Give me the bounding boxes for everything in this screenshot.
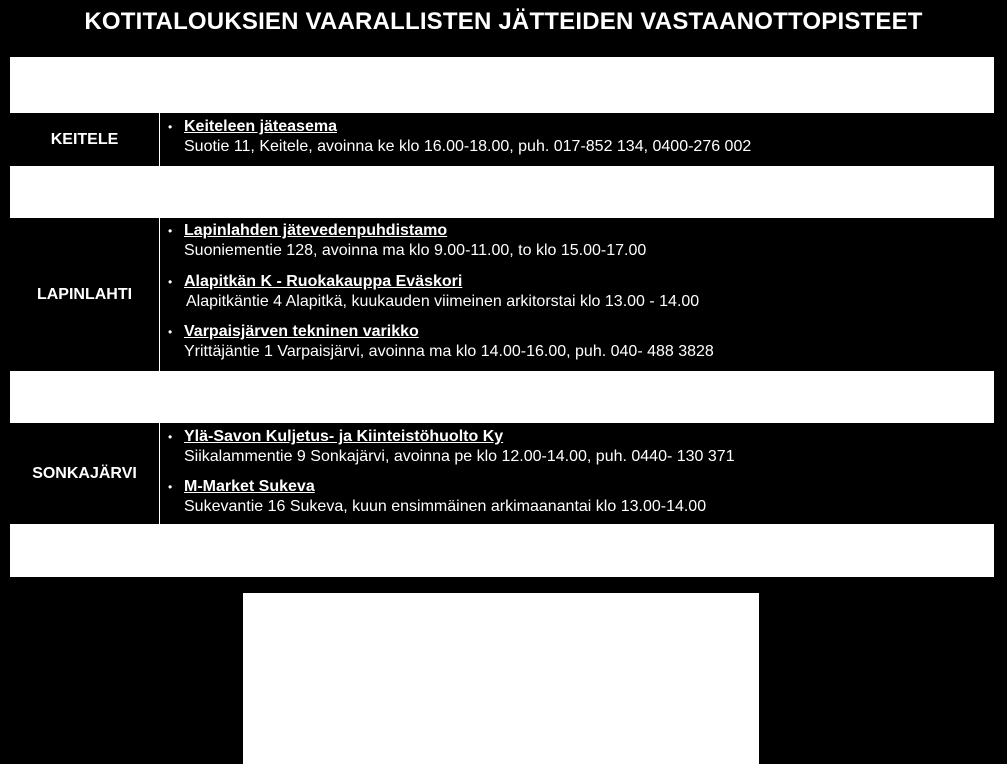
municipality-row-lapinlahti	[10, 218, 994, 371]
collection-point-link[interactable]: Varpaisjärven tekninen varikko	[184, 323, 419, 340]
bullet: •	[168, 120, 173, 134]
collection-point-link[interactable]: Ylä-Savon Kuljetus- ja Kiinteistöhuolto Ky	[184, 428, 504, 445]
municipality-row-keitele	[10, 113, 994, 166]
bullet: •	[168, 275, 173, 289]
collection-point-link[interactable]: Keiteleen jäteasema	[184, 118, 337, 135]
collection-point-detail: Suotie 11, Keitele, avoinna ke klo 16.00-18.00, puh. 017-852 134, 0400-276 002	[184, 138, 752, 155]
municipality-label: KEITELE	[10, 113, 160, 166]
municipality-row-sonkajarvi	[10, 423, 994, 524]
collection-point-detail: Suoniementie 128, avoinna ma klo 9.00-11.00, to klo 15.00-17.00	[184, 242, 647, 259]
collection-point-link[interactable]: Alapitkän K - Ruokakauppa Eväskori	[184, 273, 463, 290]
municipality-label: SONKAJÄRVI	[10, 423, 160, 524]
page-title: KOTITALOUKSIEN VAARALLISTEN JÄTTEIDEN VASTAANOTTOPISTEET	[84, 8, 923, 35]
collection-point-detail: Yrittäjäntie 1 Varpaisjärvi, avoinna ma klo 14.00-16.00, puh. 040- 488 3828	[184, 343, 714, 360]
municipality-label: LAPINLAHTI	[10, 218, 160, 371]
bullet: •	[168, 430, 173, 444]
collection-point-detail: Siikalammentie 9 Sonkajärvi, avoinna pe klo 12.00-14.00, puh. 0440- 130 371	[184, 448, 735, 465]
map-frame	[243, 593, 759, 764]
bullet: •	[168, 325, 173, 339]
spacer-band	[10, 57, 994, 113]
spacer-band	[10, 371, 994, 423]
collection-point-link[interactable]: Lapinlahden jätevedenpuhdistamo	[184, 222, 448, 239]
bullet: •	[168, 480, 173, 494]
spacer-band	[10, 524, 994, 577]
collection-point-link[interactable]: M-Market Sukeva	[184, 478, 315, 495]
collection-point-detail: Sukevantie 16 Sukeva, kuun ensimmäinen arkimaanantai klo 13.00-14.00	[184, 498, 707, 515]
spacer-band	[10, 166, 994, 218]
collection-point-detail: Alapitkäntie 4 Alapitkä, kuukauden viimeinen arkitorstai klo 13.00 - 14.00	[186, 293, 700, 310]
bullet: •	[168, 224, 173, 238]
